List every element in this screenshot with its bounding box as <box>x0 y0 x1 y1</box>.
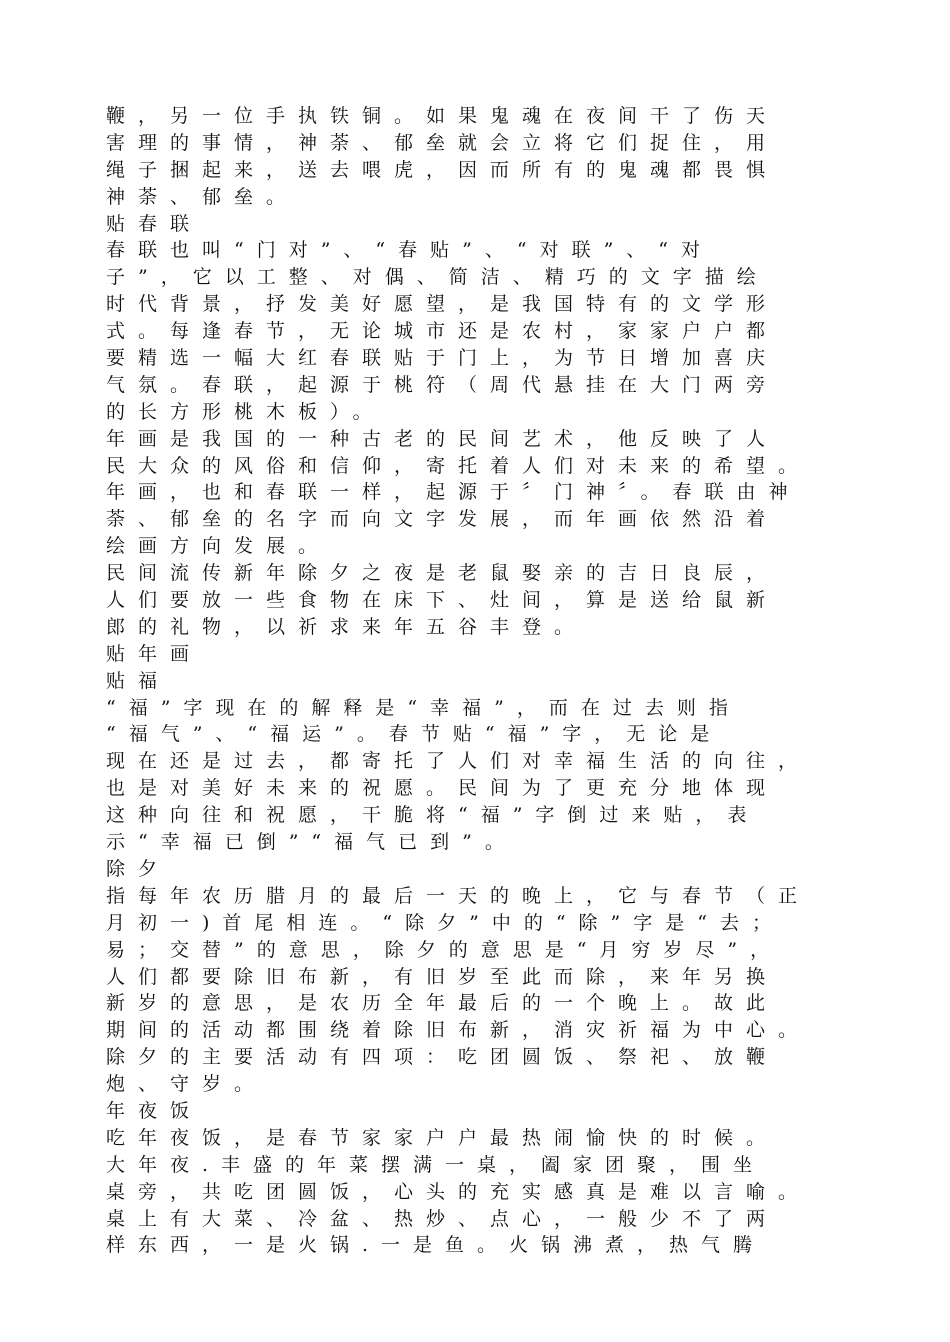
text-line: 月初一)首尾相连。“除夕”中的“除”字是“去； <box>106 911 784 934</box>
text-line: 民大众的风俗和信仰，寄托着人们对未来的希望。 <box>106 454 811 477</box>
section-heading: 除夕 <box>106 857 171 880</box>
text-line: 害理的事情，神荼、郁垒就会立将它们捉住，用 <box>106 131 779 154</box>
text-line: 时代背景，抒发美好愿望，是我国特有的文学形 <box>106 293 779 316</box>
text-line: 绳子捆起来，送去喂虎，因而所有的鬼魂都畏惧 <box>106 158 779 181</box>
text-line: 绘画方向发展。 <box>106 535 331 558</box>
text-line: 指每年农历腊月的最后一天的晚上，它与春节（正 <box>106 884 811 907</box>
text-line: “福”字现在的解释是“幸福”，而在过去则指 <box>106 696 741 719</box>
text-block <box>106 103 866 1259</box>
text-line: 的长方形桃木板）。 <box>106 400 385 423</box>
section-heading: 贴福 <box>106 669 171 692</box>
text-line: 式。每逢春节，无论城市还是农村，家家户户都 <box>106 320 779 343</box>
text-line: 子”，它以工整、对偶、简洁、精巧的文字描绘 <box>106 266 769 289</box>
text-line: 荼、郁垒的名字而向文字发展，而年画依然沿着 <box>106 508 779 531</box>
text-line: 易；交替”的意思，除夕的意思是“月穷岁尽”， <box>106 938 783 961</box>
text-line: 期间的活动都围绕着除旧布新，消灾祈福为中心。 <box>106 1019 811 1042</box>
text-line: 年画是我国的一种古老的民间艺术，他反映了人 <box>106 427 779 450</box>
text-line: 春联也叫“门对”、“春贴”、“对联”、“对 <box>106 239 713 262</box>
text-line: 神荼、郁垒。 <box>106 185 299 208</box>
text-line: 示“幸福已倒”“福气已到”。 <box>106 831 517 854</box>
text-line: 吃年夜饭，是春节家家户户最热闹愉快的时候。 <box>106 1126 779 1149</box>
text-line: 样东西，一是火锅.一是鱼。火锅沸煮，热气腾 <box>106 1234 766 1257</box>
text-line: 人们要放一些食物在床下、灶间，算是送给鼠新 <box>106 589 779 612</box>
text-line: 人们都要除旧布新，有旧岁至此而除，来年另换 <box>106 965 779 988</box>
text-line: 郎的礼物，以祈求来年五谷丰登。 <box>106 615 587 638</box>
text-line: 也是对美好未来的祝愿。民间为了更充分地体现 <box>106 777 779 800</box>
text-line: 桌上有大菜、冷盆、热炒、点心，一般少不了两 <box>106 1207 779 1230</box>
text-line: 大年夜.丰盛的年菜摆满一桌，阖家团聚，围坐 <box>106 1153 766 1176</box>
text-line: 现在还是过去，都寄托了人们对幸福生活的向往， <box>106 750 811 773</box>
text-line: 民间流传新年除夕之夜是老鼠娶亲的吉日良辰， <box>106 562 779 585</box>
text-line: “福气”、“福运”。春节贴“福”字，无论是 <box>106 723 723 746</box>
section-heading: 贴春联 <box>106 212 203 235</box>
text-line: 年画，也和春联一样，起源于〞门神〞。春联由神 <box>106 481 801 504</box>
text-line: 要精选一幅大红春联贴于门上，为节日增加喜庆 <box>106 347 779 370</box>
text-line: 新岁的意思，是农历全年最后的一个晚上。故此 <box>106 992 779 1015</box>
section-heading: 贴年画 <box>106 642 203 665</box>
text-line: 桌旁，共吃团圆饭，心头的充实感真是难以言喻。 <box>106 1180 811 1203</box>
text-line: 气氛。春联，起源于桃符（周代悬挂在大门两旁 <box>106 373 779 396</box>
section-heading: 年夜饭 <box>106 1099 203 1122</box>
text-line: 鞭，另一位手执铁铜。如果鬼魂在夜间干了伤天 <box>106 105 779 127</box>
text-line: 炮、守岁。 <box>106 1073 267 1096</box>
text-line: 除夕的主要活动有四项：吃团圆饭、祭祀、放鞭 <box>106 1046 779 1069</box>
text-line: 这种向往和祝愿，干脆将“福”字倒过来贴，表 <box>106 804 760 827</box>
